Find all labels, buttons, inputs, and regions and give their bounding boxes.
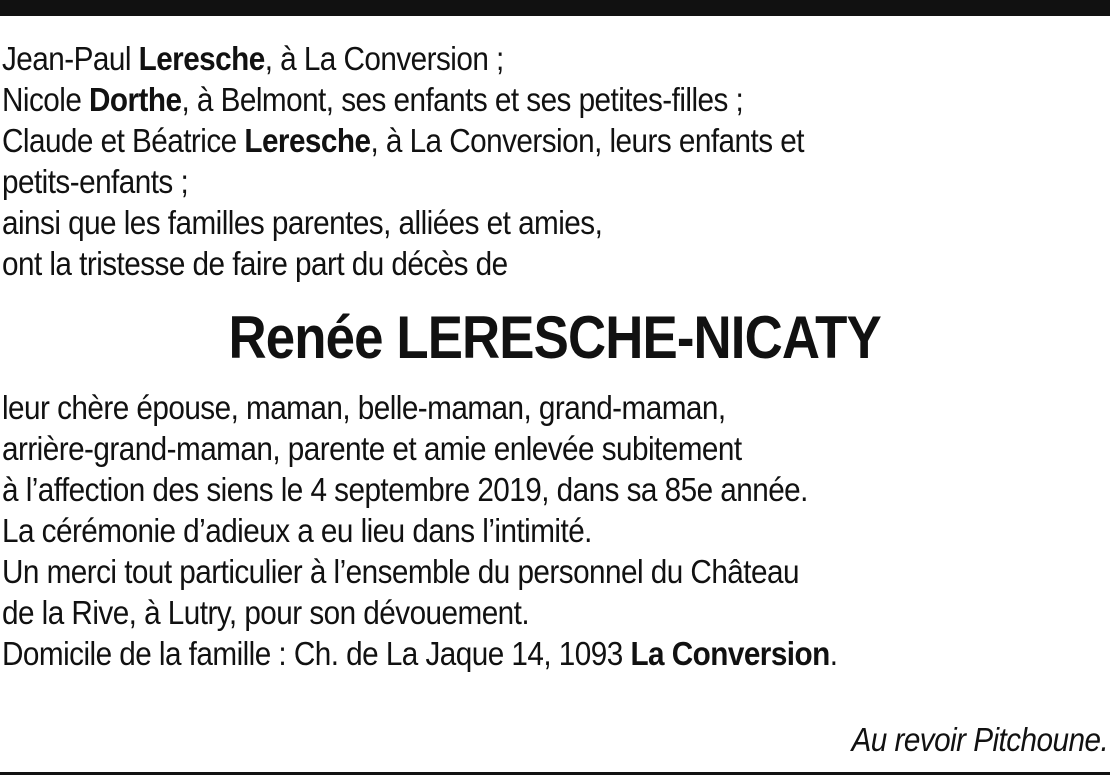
family-line-claude-beatrice: [2, 120, 992, 161]
body-line: Un merci tout particulier à l’ensemble du personnel du Château: [2, 553, 799, 590]
body-line: de la Rive, à Lutry, pour son dévouement.: [2, 594, 530, 631]
bottom-border-rule: [0, 772, 1110, 775]
farewell-signoff: Au revoir Pitchoune.: [851, 721, 1108, 758]
intro-line: petits-enfants ;: [2, 163, 189, 200]
surname: Leresche: [244, 122, 371, 159]
family-line-jean-paul: [2, 38, 992, 79]
family-line-detail: , à La Conversion, leurs enfants et: [370, 122, 804, 159]
deceased-name: Renée LERESCHE-NICATY: [228, 304, 882, 371]
deceased-name-heading: [0, 298, 1110, 378]
family-line-nicole: [2, 79, 992, 120]
body-line: arrière-grand-maman, parente et amie enlevée subitement: [2, 430, 742, 467]
body-line: à l’affection des siens le 4 septembre 2019, dans sa 85e année.: [2, 471, 808, 508]
address-place: La Conversion: [630, 635, 830, 672]
first-name: Nicole: [2, 81, 82, 118]
intro-line: ainsi que les familles parentes, alliées et amies,: [2, 204, 603, 241]
family-line-detail: , à La Conversion ;: [264, 40, 504, 77]
family-line-detail: , à Belmont, ses enfants et ses petites-filles ;: [181, 81, 744, 118]
intro-line: ont la tristesse de faire part du décès de: [2, 245, 508, 282]
first-name: Claude et Béatrice: [2, 122, 237, 159]
top-border-rule: [0, 0, 1110, 16]
surname: Leresche: [138, 40, 265, 77]
obituary-body: [2, 387, 992, 674]
address-prefix: Domicile de la famille : Ch. de La Jaque 14, 1093: [2, 635, 623, 672]
address-suffix: .: [829, 635, 838, 672]
body-line: leur chère épouse, maman, belle-maman, grand-maman,: [2, 389, 726, 426]
family-address: [2, 633, 992, 674]
first-name: Jean-Paul: [2, 40, 131, 77]
body-line: La cérémonie d’adieux a eu lieu dans l’intimité.: [2, 512, 592, 549]
family-announcement: [2, 38, 992, 284]
surname: Dorthe: [89, 81, 182, 118]
